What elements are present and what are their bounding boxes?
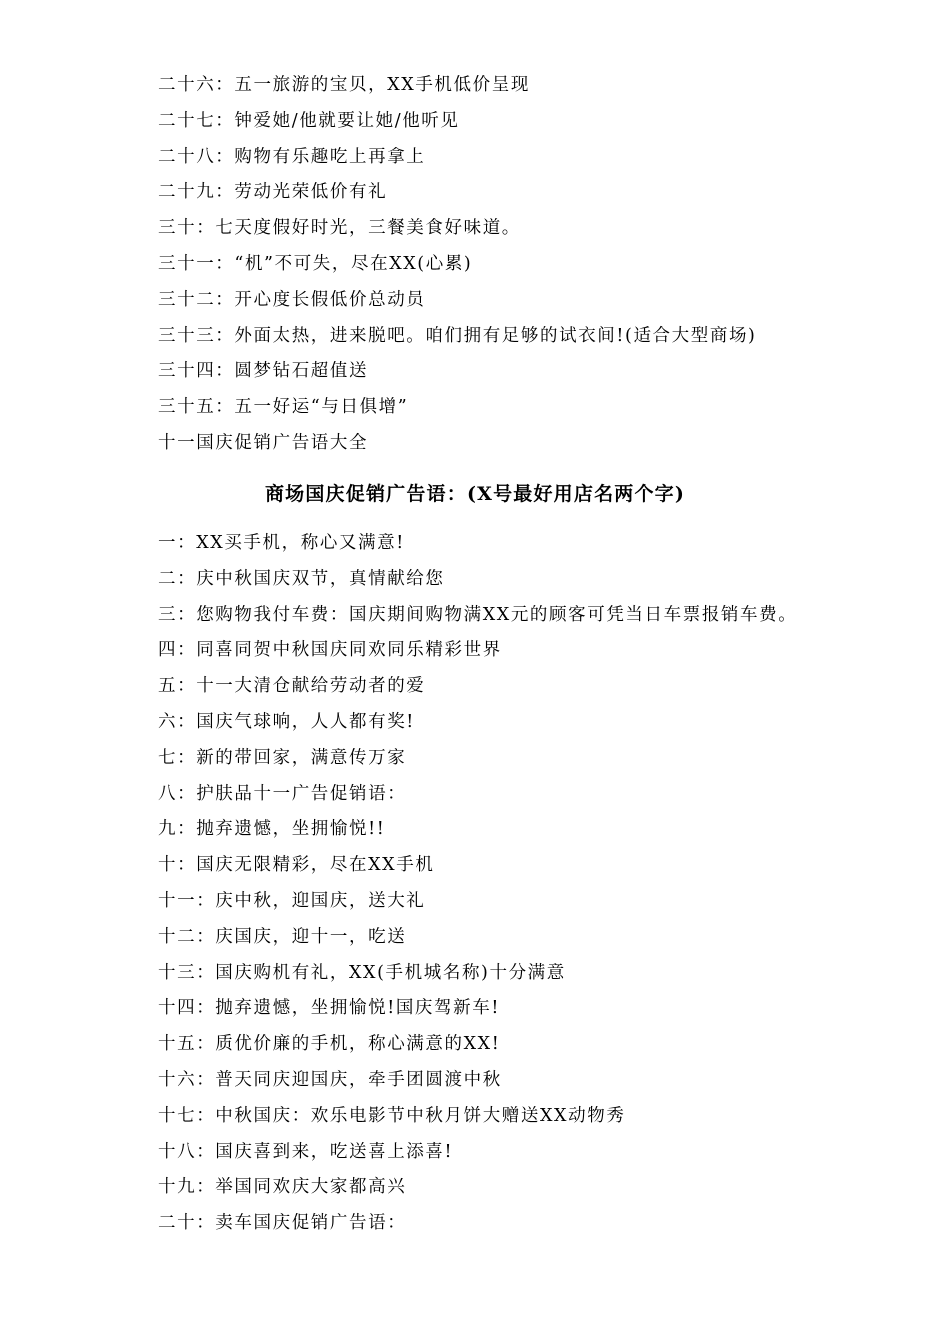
slogan-line: 十八：国庆喜到来，吃送喜上添喜! (158, 1141, 454, 1162)
slogan-line: 二十六：五一旅游的宝贝，XX手机低价呈现 (158, 75, 530, 95)
slogan-line: 三十一：“机”不可失，尽在XX(心累) (158, 253, 473, 274)
slogan-line: 十七：中秋国庆：欢乐电影节中秋月饼大赠送XX动物秀 (158, 1105, 626, 1126)
slogan-line: 十四：抛弃遗憾，坐拥愉悦!国庆驾新车! (158, 998, 500, 1019)
slogan-line: 七：新的带回家，满意传万家 (158, 747, 407, 768)
slogan-line: 二十八：购物有乐趣吃上再拿上 (158, 146, 426, 167)
slogan-line: 五：十一大清仓献给劳动者的爱 (158, 676, 426, 697)
slogan-line: 三十五：五一好运“与日俱增” (158, 397, 409, 418)
slogan-line: 三十二：开心度长假低价总动员 (158, 289, 426, 310)
slogan-line: 三十：七天度假好时光，三餐美食好味道。 (158, 218, 521, 239)
slogan-line: 三十三：外面太热，进来脱吧。咱们拥有足够的试衣间!(适合大型商场) (158, 325, 757, 346)
slogan-line: 四：同喜同贺中秋国庆同欢同乐精彩世界 (158, 640, 502, 661)
slogan-line: 二十七：钟爱她/他就要让她/他听见 (158, 110, 460, 131)
slogan-line: 二：庆中秋国庆双节，真情献给您 (158, 568, 445, 589)
slogan-line: 十六：普天同庆迎国庆，牵手团圆渡中秋 (158, 1069, 502, 1090)
slogan-line: 三：您购物我付车费：国庆期间购物满XX元的顾客可凭当日车票报销车费。 (158, 604, 798, 625)
slogan-line: 二十九：劳动光荣低价有礼 (158, 182, 388, 203)
slogan-line: 十二：庆国庆，迎十一，吃送 (158, 926, 407, 947)
slogan-line: 九：抛弃遗憾，坐拥愉悦!! (158, 819, 386, 840)
section-heading: 商场国庆促销广告语：(X号最好用店名两个字) (264, 483, 686, 505)
slogan-line: 十三：国庆购机有礼，XX(手机城名称)十分满意 (158, 962, 566, 983)
slogan-line: 六：国庆气球响，人人都有奖! (158, 711, 415, 732)
slogan-line: 十五：质优价廉的手机，称心满意的XX! (158, 1034, 501, 1055)
slogan-line: 十一：庆中秋，迎国庆，送大礼 (158, 890, 426, 911)
section-label: 十一国庆促销广告语大全 (158, 432, 369, 453)
slogan-line: 十：国庆无限精彩，尽在XX手机 (158, 855, 435, 876)
slogan-list-top (158, 68, 930, 462)
slogan-line: 八：护肤品十一广告促销语： (158, 783, 407, 804)
slogan-line: 十九：举国同欢庆大家都高兴 (158, 1177, 407, 1198)
slogan-line: 一：XX买手机，称心又满意! (158, 533, 405, 553)
slogan-list-bottom (158, 526, 930, 1242)
slogan-line: 三十四：圆梦钻石超值送 (158, 361, 369, 382)
slogan-line: 二十：卖车国庆促销广告语： (158, 1213, 407, 1234)
